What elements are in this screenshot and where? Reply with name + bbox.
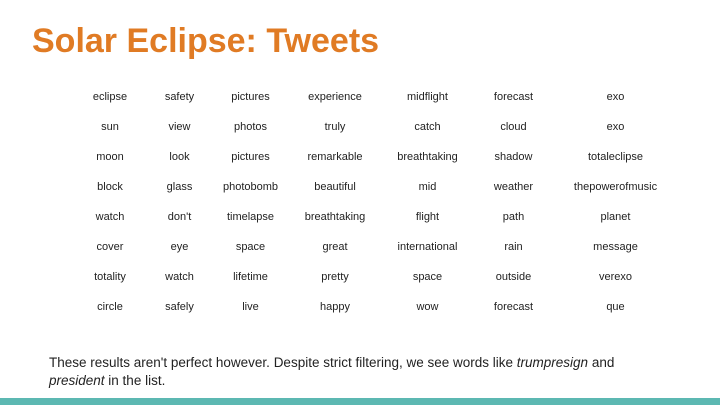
table-cell: totaleclipse (587, 151, 644, 163)
table-row (74, 232, 677, 262)
table-cell: cloud (500, 121, 527, 133)
table-cell: weather (493, 181, 534, 193)
table-cell: eye (170, 241, 189, 253)
header-cell: eclipse (92, 90, 128, 103)
caption-text: in the list. (104, 372, 166, 388)
table-cell: shadow (494, 151, 533, 163)
table-row (74, 262, 677, 292)
table-cell: look (169, 151, 190, 163)
table-cell: glass (166, 181, 193, 193)
table-cell: que (606, 301, 625, 313)
table-cell: pictures (231, 151, 270, 163)
table-row (74, 142, 677, 172)
table-cell: beautiful (314, 181, 356, 193)
table-cell: remarkable (307, 151, 363, 163)
header-cell: midflight (407, 90, 448, 103)
table-cell: forecast (493, 301, 534, 313)
caption-emphasis: trumpresign (516, 354, 589, 370)
table-cell: photos (233, 121, 268, 133)
table-cell: watch (95, 211, 125, 223)
table-cell: exo (606, 121, 625, 133)
table-cell: catch (414, 121, 441, 133)
table-cell: verexo (598, 271, 633, 283)
header-cell: pictures (231, 90, 270, 103)
table-cell: live (242, 301, 259, 313)
table-cell: lifetime (233, 271, 268, 283)
table-cell: planet (600, 211, 631, 223)
table-cell: watch (165, 271, 194, 283)
caption-paragraph (49, 354, 669, 390)
header-cell: forecast (493, 90, 534, 103)
table-header-row (74, 81, 677, 112)
slide-title: Solar Eclipse: Tweets (32, 22, 380, 60)
header-cell: exo (606, 90, 625, 103)
table-cell: safely (165, 301, 194, 313)
caption-text: and (588, 354, 615, 370)
table-row (74, 292, 677, 322)
table-cell: photobomb (222, 181, 279, 193)
table-cell: timelapse (226, 211, 275, 223)
table-cell: view (168, 121, 191, 133)
table-cell: space (235, 241, 266, 253)
table-cell: great (322, 241, 348, 253)
table-cell: space (412, 271, 443, 283)
footer-accent-bar (0, 398, 720, 405)
table-row (74, 112, 677, 142)
table-cell: international (397, 241, 458, 253)
table-cell: happy (320, 301, 350, 313)
caption-text: These results aren't perfect however. Despite strict filtering, we see words like (49, 354, 517, 370)
table-cell: block (97, 181, 123, 193)
table-cell: breathtaking (304, 211, 366, 223)
table-cell: thepowerofmusic (573, 181, 658, 193)
table-cell: circle (97, 301, 123, 313)
table-cell: breathtaking (397, 151, 458, 163)
table-cell: pretty (321, 271, 349, 283)
caption-emphasis: president (49, 372, 105, 388)
header-cell: safety (164, 90, 195, 103)
header-cell: experience (308, 90, 362, 103)
table-cell: wow (416, 301, 439, 313)
table-cell: cover (96, 241, 124, 253)
table-cell: don't (167, 211, 192, 223)
table-cell: path (502, 211, 525, 223)
table-row (74, 172, 677, 202)
table-cell: sun (101, 121, 119, 133)
table-cell: message (593, 241, 638, 253)
word-table (74, 81, 677, 322)
table-cell: moon (96, 151, 124, 163)
table-cell: flight (415, 211, 440, 223)
table-cell: outside (495, 271, 532, 283)
table-row (74, 202, 677, 232)
table-cell: mid (418, 181, 437, 193)
table-cell: rain (504, 241, 523, 253)
table-cell: truly (324, 121, 346, 133)
table-cell: totality (94, 271, 126, 283)
